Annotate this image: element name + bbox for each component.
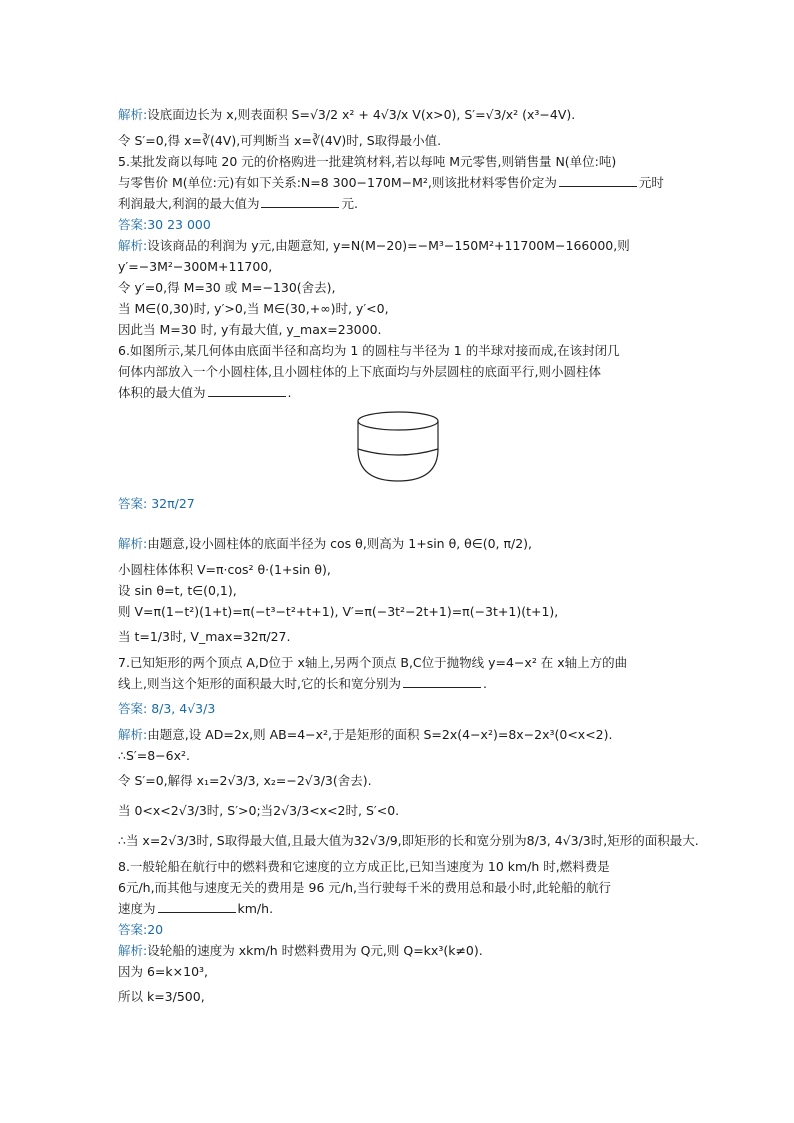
question-8-text: 速度为	[118, 901, 156, 916]
solution-label: 解析:	[118, 107, 148, 122]
solution-4-line-2: 令 S′=0,得 x=∛(4V),可判断当 x=∛(4V)时, S取得最小值.	[118, 133, 442, 148]
solution-5-line-3: 令 y′=0,得 M=30 或 M=−130(舍去),	[118, 280, 336, 295]
answer-blank	[208, 384, 286, 397]
question-8-line-3	[118, 898, 690, 919]
cylinder-hemisphere-figure	[118, 403, 690, 489]
solution-6-line-1: 解析:由题意,设小圆柱体的底面半径为 cos θ,则高为 1+sin θ, θ∈(0, π/2),	[118, 536, 533, 551]
answer-7: 答案: 8/3, 4√3/3	[118, 701, 216, 716]
solution-5-line-2: y′=−3M²−300M+11700,	[118, 259, 273, 274]
answer-blank	[403, 675, 481, 688]
question-5-text: 利润最大,利润的最大值为	[118, 196, 260, 211]
solution-5-line-5: 因此当 M=30 时, y有最大值, y_max=23000.	[118, 322, 382, 337]
answer-6: 答案: 32π/27	[118, 496, 195, 511]
solution-5-line-4: 当 M∈(0,30)时, y′>0,当 M∈(30,+∞)时, y′<0,	[118, 301, 389, 316]
question-8-line-1: 8.一般轮船在航行中的燃料费和它速度的立方成正比,已知当速度为 10 km/h 时,燃料费是	[118, 859, 610, 874]
answer-5: 答案:30 23 000	[118, 217, 211, 232]
solution-7-line-3: 令 S′=0,解得 x₁=2√3/3, x₂=−2√3/3(舍去).	[118, 773, 372, 788]
question-8-line-2: 6元/h,而其他与速度无关的费用是 96 元/h,当行驶每千米的费用总和最小时,此轮船的航行	[118, 880, 611, 895]
solution-8-line-2: 因为 6=k×10³,	[118, 964, 209, 979]
solution-label: 解析:	[118, 943, 148, 958]
question-8-text-end: km/h.	[237, 901, 274, 916]
question-7-text: 线上,则当这个矩形的面积最大时,它的长和宽分别为	[118, 676, 401, 691]
question-6-text-end: .	[287, 385, 292, 400]
solution-5-line-1: 解析:设该商品的利润为 y元,由题意知, y=N(M−20)=−M³−150M²+11700M−166000,则	[118, 238, 630, 253]
question-6-line-3	[118, 382, 690, 403]
answer-label: 答案:	[118, 922, 148, 937]
solution-6-line-4: 则 V=π(1−t²)(1+t)=π(−t³−t²+t+1), V′=π(−3t²−2t+1)=π(−3t+1)(t+1),	[118, 604, 559, 619]
solution-8-line-3: 所以 k=3/500,	[118, 989, 205, 1004]
answer-8: 答案:20	[118, 922, 164, 937]
solution-label: 解析:	[118, 536, 148, 551]
question-5-text-end: 元.	[341, 196, 358, 211]
solution-7-line-1: 解析:由题意,设 AD=2x,则 AB=4−x²,于是矩形的面积 S=2x(4−x²)=8x−2x³(0<x<2).	[118, 727, 613, 742]
question-5-text-end: 元时	[638, 175, 664, 190]
question-5-line-1: 5.某批发商以每吨 20 元的价格购进一批建筑材料,若以每吨 M元零售,则销售量 N(单位:吨)	[118, 154, 617, 169]
solution-6-line-2: 小圆柱体体积 V=π·cos² θ·(1+sin θ),	[118, 562, 331, 577]
solution-4-line-1: 解析:设底面边长为 x,则表面积 S=√3/2 x² + 4√3/x V(x>0), S′=√3/x² (x³−4V).	[118, 107, 576, 122]
question-5-line-3	[118, 193, 690, 214]
solution-6-line-5: 当 t=1/3时, V_max=32π/27.	[118, 629, 291, 644]
solution-7-line-2: ∴S′=8−6x².	[118, 748, 190, 763]
solution-7-line-4: 当 0<x<2√3/3时, S′>0;当2√3/3<x<2时, S′<0.	[118, 803, 400, 818]
question-5-line-2	[118, 172, 690, 193]
document-body	[118, 100, 699, 1012]
question-6-line-2: 何体内部放入一个小圆柱体,且小圆柱体的上下底面均与外层圆柱的底面平行,则小圆柱体	[118, 364, 601, 379]
solution-label: 解析:	[118, 727, 148, 742]
solution-6-line-3: 设 sin θ=t, t∈(0,1),	[118, 583, 237, 598]
answer-blank	[559, 174, 637, 187]
question-6-line-1: 6.如图所示,某几何体由底面半径和高均为 1 的圆柱与半径为 1 的半球对接而成,在该封闭几	[118, 343, 620, 358]
solution-8-line-1: 解析:设轮船的速度为 xkm/h 时燃料费用为 Q元,则 Q=kx³(k≠0).	[118, 943, 483, 958]
question-5-text: 与零售价 M(单位:元)有如下关系:N=8 300−170M−M²,则该批材料零售价定为	[118, 175, 557, 190]
question-6-text: 体积的最大值为	[118, 385, 206, 400]
question-7-line-2	[118, 673, 690, 694]
answer-blank	[158, 900, 236, 913]
solution-label: 解析:	[118, 238, 148, 253]
solution-7-line-5: ∴当 x=2√3/3时, S取得最大值,且最大值为32√3/9,即矩形的长和宽分别为8/3, 4√3/3时,矩形的面积最大.	[118, 833, 699, 848]
answer-label: 答案:	[118, 496, 148, 511]
answer-blank	[261, 195, 339, 208]
question-7-line-1: 7.已知矩形的两个顶点 A,D位于 x轴上,另两个顶点 B,C位于抛物线 y=4−x² 在 x轴上方的曲	[118, 655, 628, 670]
answer-label: 答案:	[118, 217, 148, 232]
geometry-diagram	[353, 409, 443, 485]
question-7-text-end: .	[482, 676, 487, 691]
answer-label: 答案:	[118, 701, 148, 716]
